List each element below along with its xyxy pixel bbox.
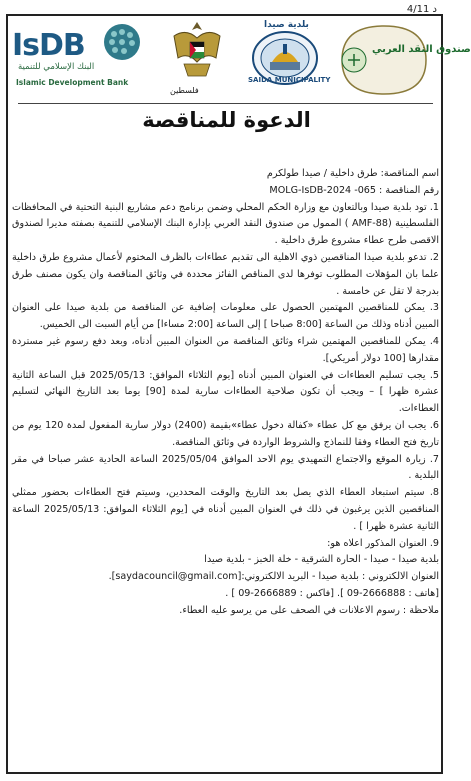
document-body	[12, 166, 439, 620]
clause-1: 1. تود بلدية صيدا وبالتعاون مع وزارة الحكم المحلي وضمن برنامج دعم مشاريع البنية التحتية في المحافظات الفلسطينية (AMF-88 ) الممول من صندوق النقد العربي بإدارة البنك الإسلامي للتنمية بصفته مديرا لصندوق الاقصى طرح عطاء مشروع طرق داخلية .	[12, 201, 439, 247]
isdb-arabic-name: البنك الإسلامي للتنمية	[18, 62, 95, 72]
phone-line: [هاتف : 2666888-09 ]. [فاكس : 2666889-09 ] .	[225, 587, 439, 599]
clause-3: 3. يمكن للمناقصين المهتمين الحصول على معلومات إضافية عن المناقصة من بلدية صيدا على العنوان المبين أدناه وذلك من الساعة [8:00 صباحا ] إلى الساعة [2:00 مساءا] من أيام السبت الى الخميس.	[12, 302, 439, 331]
eagle-emblem-icon	[166, 18, 228, 82]
clause-9: 9. العنوان المذكور اعلاه هو:	[327, 537, 439, 549]
saida-arabic-name: بلدية صيدا	[264, 20, 309, 30]
saida-municipality-seal	[244, 18, 331, 100]
isdb-english-name: Islamic Development Bank	[16, 78, 129, 87]
clause-4: 4. يمكن للمناقصين المهتمين شراء وثائق المناقصة من العنوان المبين أدناه، وبعد دفع رسوم غير مستردة مقدارها [100 دولار أمريكي].	[12, 335, 439, 364]
address-line: بلدية صيدا - صيدا - الحارة الشرقية - خلة الخبز - بلدية صيدا	[204, 554, 439, 566]
note-line: ملاحظة : رسوم الاعلانات في الصحف على من يرسو عليه العطاء.	[179, 604, 439, 616]
fund-emblem-icon	[332, 20, 436, 98]
clause-7: 7. زيارة الموقع والاجتماع التمهيدي يوم الاحد الموافق 2025/05/04 الساعة الحادية عشر صباحا في مقر البلدية .	[12, 453, 440, 482]
tender-number: رقم المناقصة : 065- MOLG-IsDB-2024	[269, 184, 439, 196]
saida-english-name: SAIDA MUNICIPALITY	[248, 76, 331, 84]
palestine-label: فلسطين	[170, 86, 199, 95]
logos-header	[12, 18, 471, 100]
email-line: العنوان الالكتروني : بلدية صيدا - البريد الالكتروني:[saydacouncil@gmail.com].	[108, 571, 439, 583]
header-divider	[18, 103, 433, 104]
clause-5: 5. يجب تسليم العطاءات في العنوان المبين أدناه [يوم الثلاثاء الموافق: 2025/05/13 قبل الساعة الثانية عشرة ظهرا ] – ويجب أن تكون صلاحية العطاءات سارية لمدة [90] يوما بعد التاريخ النهائي لتسليم العطاءات.	[12, 369, 439, 415]
tender-name: اسم المناقصة: طرق داخلية / صيدا طولكرم	[266, 168, 439, 179]
page-number: 4/11 د	[406, 4, 437, 15]
fund-arabic-name: صندوق النقد العربي	[372, 44, 471, 55]
clause-8: 8. سيتم استبعاد العطاء الذي يصل بعد التاريخ والوقت المحددين، وسيتم فتح العطاءات بحضور ممثلي المناقصين الذين يرغبون في ذلك في العنوان المبين أدناه في [يوم الثلاثاء الموافق: 2025/05/13 الساعة الثانية عشرة ظهرا ] .	[12, 487, 439, 532]
arab-monetary-fund-logo	[332, 18, 471, 100]
isdb-logo	[12, 18, 148, 100]
isdb-wordmark: IsDB	[12, 28, 85, 63]
document-title: الدعوة للمناقصة	[142, 108, 311, 132]
palestine-emblem	[162, 18, 232, 100]
clause-6: 6. يجب ان يرفق مع كل عطاء «كفالة دخول عطاء»بقيمة (2400) دولار سارية المفعول لمدة 120 يوم من تاريخ فتح العطاء وفقا للنماذج والشروط الواردة في وثائق المناقصة.	[12, 419, 440, 448]
isdb-globe-icon	[102, 22, 142, 62]
clause-2: 2. تدعو بلدية صيدا المناقصين ذوي الاهلية الى تقديم عطاءات بالظرف المختوم لأعمال مشروع طرق داخلية علما بان المؤهلات المطلوب توفرها لدى المناقص الفائز محددة في وثائق المناقصة وان يكون مصنف طرق بدرجة لا تقل عن خامسة .	[12, 251, 439, 297]
